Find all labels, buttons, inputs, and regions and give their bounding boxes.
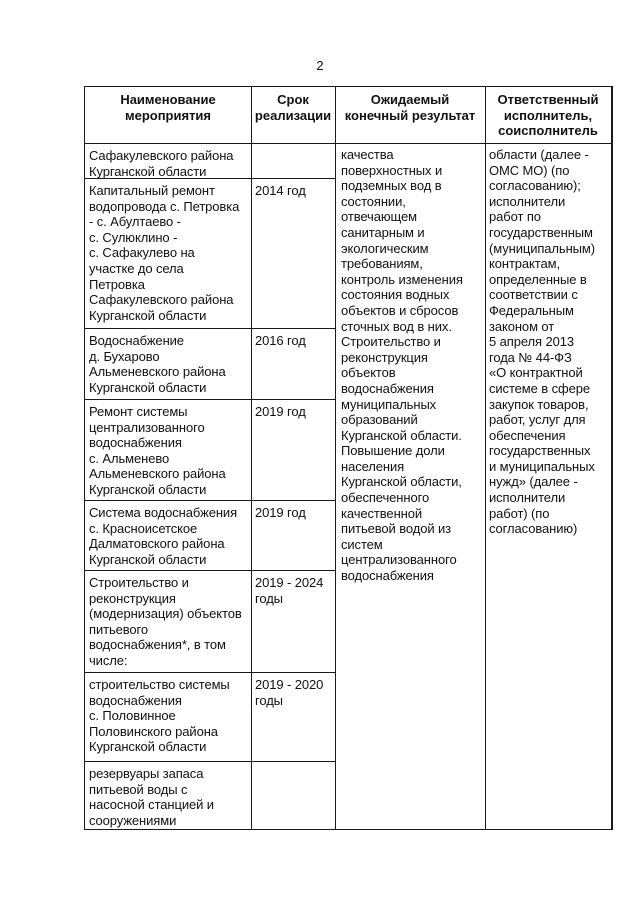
row-name: Сафакулевского района Курганской области [89,148,234,179]
row-divider [85,178,335,179]
header-responsible: Ответственный исполнитель, соисполнитель [497,92,599,139]
row-name: Капитальный ремонт водопровода с. Петровка - с. Абултаево - с. Сулюклино - с. Сафакулево на участке до села Петровка Сафакулевского района Курганской области [89,183,240,323]
row-name: Водоснабжение д. Бухарово Альменевского района Курганской области [89,333,226,395]
measures-table [84,86,613,830]
column-divider-2 [335,87,336,829]
row-term: 2019 - 2024 годы [255,575,324,606]
header-term: Срок реализации [254,92,332,123]
row-term: 2016 год [255,333,306,348]
row-divider [85,672,335,673]
row-divider [85,761,335,762]
row-term: 2019 - 2020 годы [255,677,324,708]
header-name: Наименование мероприятия [120,92,216,123]
row-divider [85,500,335,501]
row-term: 2014 год [255,183,306,198]
page-number: 2 [316,58,324,73]
row-name: Строительство и реконструкция (модернизация) объектов питьевого водоснабжения*, в том числе: [89,575,242,668]
row-name: резервуары запаса питьевой воды с насосной станцией и сооружениями [89,766,214,828]
row-divider [85,328,335,329]
row-name: Система водоснабжения с. Красноисетское Далматовского района Курганской области [89,505,238,567]
column-divider-3 [485,87,486,829]
row-term: 2019 год [255,404,306,419]
row-name: Ремонт системы централизованного водоснабжения с. Альменево Альменевского района Курганской области [89,404,226,497]
header-result: Ожидаемый конечный результат [344,92,476,123]
row-divider [85,399,335,400]
responsible-text: области (далее - ОМС МО) (по согласованию); исполнители работ по государственным (муниципальным) контрактам, определенные в соответствии с Федеральным законом от 5 апреля 2013 года № 44-ФЗ «О контрактной системе в сфере закупок товаров, работ, услуг для обеспечения государственных и муниципальных нужд» (далее - исполнители работ) (по согласованию) [489,147,595,537]
column-divider-1 [251,87,252,829]
row-divider [85,570,335,571]
row-name: строительство системы водоснабжения с. Половинное Половинского района Курганской области [89,677,230,755]
header-divider [85,143,611,144]
result-text: качества поверхностных и подземных вод в состоянии, отвечающем санитарным и экологическим требованиям, контроль изменения состояния водных объектов и сбросов сточных вод в них. Строительство и реконструкция объектов водоснабжения муниципальных образований Курганской области. Повышение доли населения Курганской области, обеспеченного качественной питьевой водой из систем централизованного водоснабжения [341,147,463,584]
row-term: 2019 год [255,505,306,520]
